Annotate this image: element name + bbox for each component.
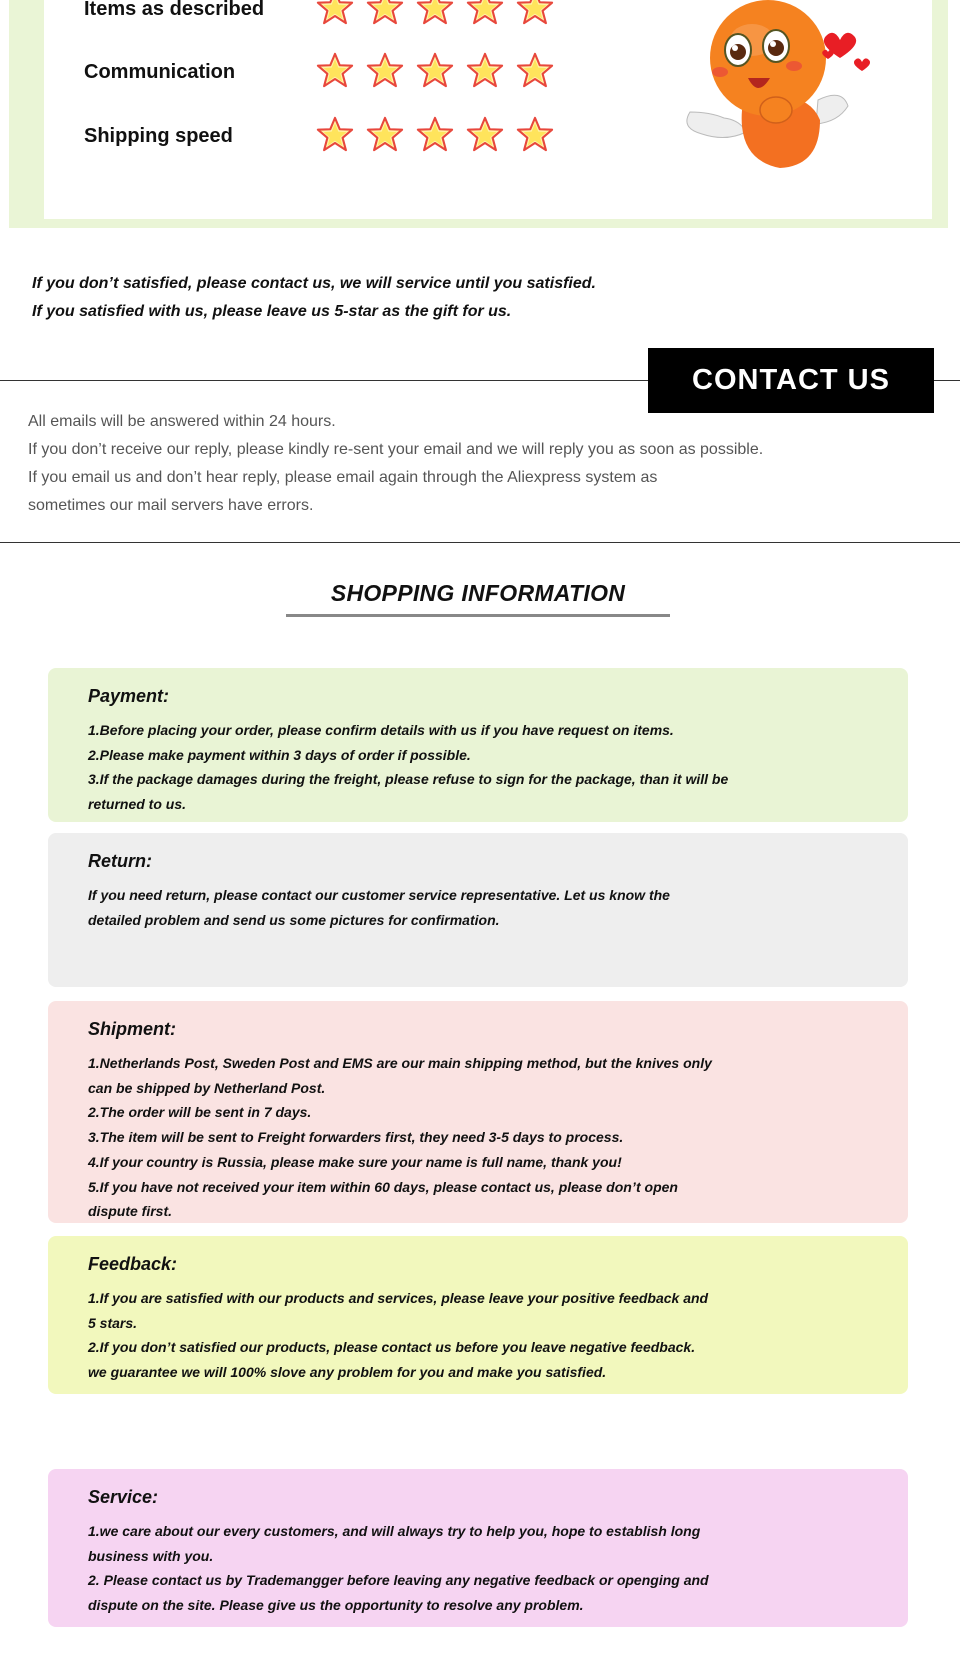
card-title: Payment: [88,686,170,706]
payment-card [48,668,908,822]
card-line: 5.If you have not received your item within 60 days, please contact us, please don’t open [88,1178,678,1195]
card-line: 3.If the package damages during the freight, please refuse to sign for the package, than it will be [88,771,729,788]
star-icon [316,0,354,26]
star-icon [466,115,504,153]
card-line: detailed problem and send us some pictures for confirmation. [88,911,500,928]
card-line: 1.Before placing your order, please confirm details with us if you have request on items. [88,722,674,738]
contact-us-banner: CONTACT US [648,348,934,413]
card-line: business with you. [88,1547,214,1564]
card-line: 1.If you are satisfied with our products and services, please leave your positive feedback and [88,1290,709,1306]
card-lines [88,883,788,932]
card-title: Return: [88,851,152,871]
card-line: dispute first. [88,1203,173,1220]
rating-label: Items as described [84,0,265,20]
star-rating [316,0,576,28]
contact-line: If you email us and don’t hear reply, please email again through the Aliexpress system as [28,469,658,486]
star-icon [366,51,404,89]
card-lines [88,1286,788,1385]
card-line: 3.The item will be sent to Freight forwarders first, they need 3-5 days to process. [88,1129,624,1146]
star-icon [316,51,354,89]
card-line: 2.Please make payment within 3 days of order if possible. [88,746,471,763]
star-icon [316,115,354,153]
card-lines [88,718,788,817]
star-icon [416,115,454,153]
star-icon [466,0,504,26]
satisfaction-note-line-2: If you satisfied with us, please leave us 5-star as the gift for us. [32,303,512,320]
card-title: Feedback: [88,1254,178,1274]
star-rating [316,115,576,155]
card-line: If you need return, please contact our customer service representative. Let us know the [88,887,670,903]
card-line: returned to us. [88,796,187,813]
card-lines [88,1051,788,1224]
card-line: 1.Netherlands Post, Sweden Post and EMS are our main shipping method, but the knives only [88,1055,712,1071]
star-rating [316,51,576,91]
card-line: 2.If you don’t satisfied our products, please contact us before you leave negative feedback. [88,1339,696,1356]
star-icon [416,0,454,26]
card-title: Shipment: [88,1019,176,1039]
card-line: 2. Please contact us by Trademangger before leaving any negative feedback or openging and [88,1572,709,1589]
star-icon [516,51,554,89]
feedback-card [48,1236,908,1394]
card-line: dispute on the site. Please give us the opportunity to resolve any problem. [88,1597,584,1614]
star-icon [516,115,554,153]
rating-label: Communication [84,61,236,83]
service-card [48,1469,908,1627]
card-lines [88,1519,788,1618]
card-line: 2.The order will be sent in 7 days. [88,1104,312,1121]
card-line: 4.If your country is Russia, please make sure your name is full name, thank you! [88,1153,622,1170]
star-icon [366,115,404,153]
star-icon [466,51,504,89]
shopping-info-title: SHOPPING INFORMATION [330,580,626,606]
contact-divider-bottom [0,542,960,543]
card-title: Service: [88,1487,159,1507]
return-card [48,833,908,987]
satisfaction-note-line-1: If you don’t satisfied, please contact us, we will service until you satisfied. [32,275,596,292]
star-icon [366,0,404,26]
rating-label: Shipping speed [84,125,233,147]
shopping-info-underline [286,614,670,617]
card-line: can be shipped by Netherland Post. [88,1079,326,1096]
contact-line: All emails will be answered within 24 hours. [28,413,336,430]
contact-line: sometimes our mail servers have errors. [28,497,314,514]
contact-line: If you don’t receive our reply, please kindly re-sent your email and we will reply you as soon as possible. [28,441,764,458]
card-line: 1.we care about our every customers, and will always try to help you, hope to establish long [88,1523,701,1539]
card-line: 5 stars. [88,1314,138,1331]
star-icon [416,51,454,89]
card-line: we guarantee we will 100% slove any problem for you and make you satisfied. [88,1364,607,1381]
mascot-illustration [680,0,880,175]
star-icon [516,0,554,26]
shipment-card [48,1001,908,1223]
